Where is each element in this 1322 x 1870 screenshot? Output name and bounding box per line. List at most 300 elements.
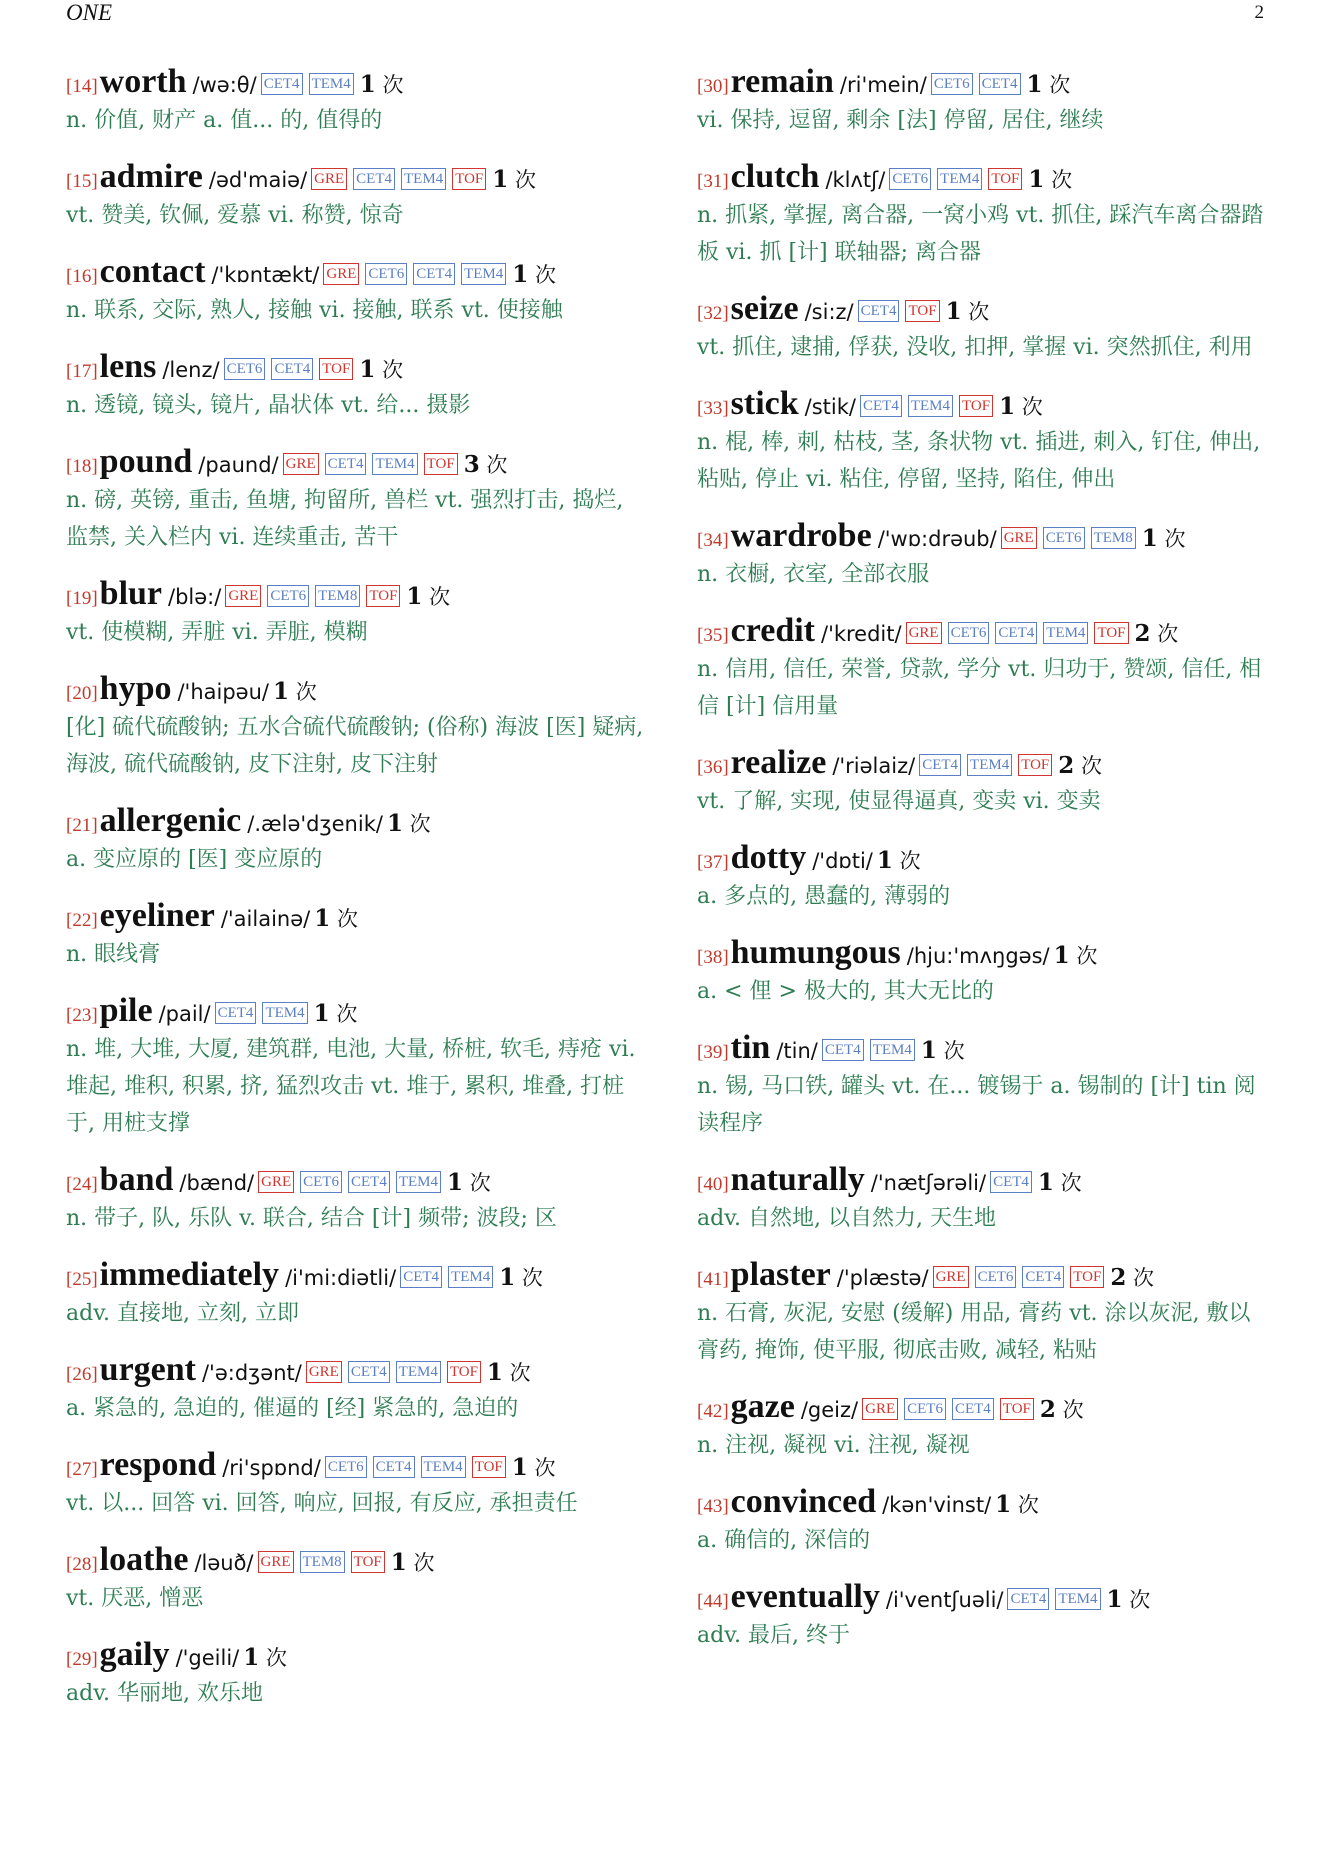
- exam-tag-cet4: CET4: [1022, 1266, 1064, 1288]
- entry-pile: [66, 991, 648, 1142]
- count-number: 1: [390, 1549, 407, 1576]
- occurrence-count: [359, 358, 403, 382]
- entry-number: [25]: [66, 1269, 98, 1290]
- count-unit: 次: [336, 1002, 358, 1026]
- pronunciation: /paund/: [198, 453, 279, 477]
- count-unit: 次: [968, 300, 990, 324]
- headword: eyeliner: [99, 897, 215, 934]
- occurrence-count: [1038, 1171, 1082, 1195]
- exam-tag-tem4: TEM4: [372, 453, 417, 475]
- entry-number: [41]: [697, 1269, 729, 1290]
- exam-tag-tem8: TEM8: [1091, 527, 1136, 549]
- exam-tag-cet4: CET4: [348, 1361, 390, 1383]
- entry-headline: [66, 1350, 648, 1390]
- exam-tag-tof: TOF: [905, 300, 939, 322]
- pronunciation: /'ailainə/: [220, 907, 311, 931]
- count-number: 1: [406, 583, 423, 610]
- entry-number: [26]: [66, 1364, 98, 1385]
- exam-tag-cet6: CET6: [948, 622, 990, 644]
- definition: n. 石膏, 灰泥, 安慰 (缓解) 用品, 膏药 vt. 涂以灰泥, 敷以膏药, 掩饰, 使平服, 彻底击败, 减轻, 粘贴: [697, 1301, 1251, 1363]
- count-number: 1: [876, 847, 893, 874]
- count-unit: 次: [1021, 395, 1043, 419]
- entry-number: [16]: [66, 266, 98, 287]
- exam-tag-cet6: CET6: [931, 73, 973, 95]
- entry-number: [33]: [697, 398, 729, 419]
- occurrence-count: [921, 1039, 965, 1063]
- count-number: 1: [359, 356, 376, 383]
- count-unit: 次: [1060, 1171, 1082, 1195]
- exam-tag-cet4: CET4: [822, 1039, 864, 1061]
- definition: n. 磅, 英镑, 重击, 鱼塘, 拘留所, 兽栏 vt. 强烈打击, 捣烂, 监禁, 关入栏内 vi. 连续重击, 苦干: [66, 488, 624, 550]
- exam-tag-tof: TOF: [1000, 1398, 1034, 1420]
- occurrence-count: [1054, 944, 1098, 968]
- exam-tag-tof: TOF: [1094, 622, 1128, 644]
- occurrence-count: [492, 168, 536, 192]
- exam-tag-tof: TOF: [424, 453, 458, 475]
- definition: adv. 自然地, 以自然力, 天生地: [697, 1206, 996, 1231]
- entry-hypo: [66, 669, 648, 783]
- exam-tag-tem4: TEM4: [401, 168, 446, 190]
- count-number: 1: [486, 1359, 503, 1386]
- count-unit: 次: [1129, 1588, 1151, 1612]
- entry-headline: [697, 1482, 1272, 1522]
- occurrence-count: [273, 680, 317, 704]
- exam-tag-gre: GRE: [323, 263, 359, 285]
- entry-number: [28]: [66, 1554, 98, 1575]
- entry-number: [23]: [66, 1005, 98, 1026]
- count-number: 1: [499, 1264, 516, 1291]
- pronunciation: /geiz/: [800, 1398, 859, 1422]
- definition: n. 透镜, 镜头, 镜片, 晶状体 vt. 给... 摄影: [66, 393, 471, 418]
- entry-headline: [697, 1387, 1272, 1427]
- exam-tag-cet4: CET4: [858, 300, 900, 322]
- count-unit: 次: [1076, 944, 1098, 968]
- entry-headline: [66, 1445, 648, 1485]
- definition: n. 衣橱, 衣室, 全部衣服: [697, 562, 930, 587]
- headword: worth: [99, 63, 187, 100]
- entry-number: [15]: [66, 171, 98, 192]
- entry-plaster: [697, 1255, 1272, 1369]
- exam-tag-tof: TOF: [1070, 1266, 1104, 1288]
- headword: convinced: [730, 1483, 877, 1520]
- entry-number: [44]: [697, 1591, 729, 1612]
- pronunciation: /.ælə'dʒenik/: [247, 812, 383, 836]
- count-unit: 次: [1164, 527, 1186, 551]
- entry-headline: [66, 1255, 648, 1295]
- pronunciation: /'kredit/: [821, 622, 902, 646]
- pronunciation: /'kɒntækt/: [211, 263, 320, 287]
- entry-headline: [66, 347, 648, 387]
- pronunciation: /ləuð/: [194, 1551, 254, 1575]
- definition: vt. 了解, 实现, 使显得逼真, 变卖 vi. 变卖: [697, 789, 1101, 814]
- exam-tag-cet6: CET6: [365, 263, 407, 285]
- definition: vt. 使模糊, 弄脏 vi. 弄脏, 模糊: [66, 620, 368, 645]
- entry-headline: [697, 1255, 1272, 1295]
- exam-tag-tof: TOF: [366, 585, 400, 607]
- pronunciation: /ri'spɒnd/: [222, 1456, 321, 1480]
- exam-tag-cet4: CET4: [348, 1171, 390, 1193]
- occurrence-count: [406, 585, 450, 609]
- entry-number: [37]: [697, 852, 729, 873]
- headword: eventually: [730, 1578, 880, 1615]
- occurrence-count: [1110, 1266, 1154, 1290]
- entry-headline: [66, 574, 648, 614]
- count-unit: 次: [514, 168, 536, 192]
- entry-number: [27]: [66, 1459, 98, 1480]
- headword: naturally: [730, 1161, 865, 1198]
- headword: remain: [730, 63, 834, 100]
- count-number: 1: [243, 1644, 260, 1671]
- entry-credit: [697, 611, 1272, 725]
- pronunciation: /i'ventʃuəli/: [885, 1588, 1004, 1612]
- occurrence-count: [499, 1266, 543, 1290]
- exam-tag-cet4: CET4: [919, 754, 961, 776]
- occurrence-count: [360, 73, 404, 97]
- occurrence-count: [512, 1456, 556, 1480]
- exam-tag-cet6: CET6: [267, 585, 309, 607]
- count-unit: 次: [382, 358, 404, 382]
- exam-tag-tof: TOF: [988, 168, 1022, 190]
- pronunciation: /stik/: [804, 395, 856, 419]
- chapter-title: ONE: [66, 0, 112, 25]
- exam-tag-tof: TOF: [319, 358, 353, 380]
- headword: respond: [99, 1446, 217, 1483]
- pronunciation: /əd'maiə/: [208, 168, 308, 192]
- definition: vt. 赞美, 钦佩, 爱慕 vi. 称赞, 惊奇: [66, 203, 404, 228]
- exam-tag-tem8: TEM8: [300, 1551, 345, 1573]
- entry-headline: [66, 1635, 648, 1675]
- headword: tin: [730, 1029, 771, 1066]
- occurrence-count: [1058, 754, 1102, 778]
- count-unit: 次: [336, 907, 358, 931]
- headword: realize: [730, 744, 827, 781]
- entry-respond: [66, 1445, 648, 1522]
- entry-worth: [66, 62, 648, 139]
- exam-tag-gre: GRE: [283, 453, 319, 475]
- entry-headline: [66, 1540, 648, 1580]
- definition: n. 锡, 马口铁, 罐头 vt. 在... 镀锡于 a. 锡制的 [计] tin 阅读程序: [697, 1074, 1256, 1136]
- count-number: 1: [1106, 1586, 1123, 1613]
- count-number: 1: [272, 678, 289, 705]
- entry-headline: [697, 743, 1272, 783]
- count-unit: 次: [1157, 622, 1179, 646]
- exam-tag-tof: TOF: [959, 395, 993, 417]
- exam-tag-cet4: CET4: [1007, 1588, 1049, 1610]
- count-number: 2: [1039, 1396, 1056, 1423]
- headword: credit: [730, 612, 815, 649]
- pronunciation: /'ə:dʒənt/: [201, 1361, 302, 1385]
- definition: a. 确信的, 深信的: [697, 1528, 871, 1553]
- exam-tag-cet4: CET4: [860, 395, 902, 417]
- entry-tin: [697, 1028, 1272, 1142]
- count-unit: 次: [295, 680, 317, 704]
- entry-headline: [66, 801, 648, 841]
- occurrence-count: [1040, 1398, 1084, 1422]
- entry-headline: [697, 289, 1272, 329]
- entry-loathe: [66, 1540, 648, 1617]
- exam-tag-cet4: CET4: [353, 168, 395, 190]
- definition: vt. 以... 回答 vi. 回答, 响应, 回报, 有反应, 承担责任: [66, 1491, 578, 1516]
- exam-tag-cet6: CET6: [975, 1266, 1017, 1288]
- entry-number: [40]: [697, 1174, 729, 1195]
- entry-number: [32]: [697, 303, 729, 324]
- occurrence-count: [387, 812, 431, 836]
- pronunciation: /'riəlaiz/: [832, 754, 916, 778]
- entry-number: [30]: [697, 76, 729, 97]
- headword: immediately: [99, 1256, 280, 1293]
- exam-tag-tof: TOF: [447, 1361, 481, 1383]
- entry-number: [17]: [66, 361, 98, 382]
- pronunciation: /'dɒti/: [812, 849, 873, 873]
- entry-headline: [697, 611, 1272, 651]
- entry-headline: [66, 1160, 648, 1200]
- occurrence-count: [1107, 1588, 1151, 1612]
- entry-headline: [697, 384, 1272, 424]
- definition: n. 联系, 交际, 熟人, 接触 vi. 接触, 联系 vt. 使接触: [66, 298, 563, 323]
- exam-tag-tem4: TEM4: [421, 1456, 466, 1478]
- count-unit: 次: [534, 1456, 556, 1480]
- entry-number: [20]: [66, 683, 98, 704]
- definition: a. 变应原的 [医] 变应原的: [66, 847, 323, 872]
- entry-number: [29]: [66, 1649, 98, 1670]
- count-number: 1: [1141, 525, 1158, 552]
- entry-gaily: [66, 1635, 648, 1712]
- headword: urgent: [99, 1351, 196, 1388]
- pronunciation: /wə:θ/: [192, 73, 257, 97]
- occurrence-count: [487, 1361, 531, 1385]
- count-unit: 次: [1062, 1398, 1084, 1422]
- definition: vt. 厌恶, 憎恶: [66, 1586, 204, 1611]
- exam-tag-cet6: CET6: [904, 1398, 946, 1420]
- pronunciation: /blə:/: [168, 585, 222, 609]
- exam-tag-cet6: CET6: [224, 358, 266, 380]
- entry-headline: [66, 442, 648, 482]
- occurrence-count: [946, 300, 990, 324]
- definition: n. 带子, 队, 乐队 v. 联合, 结合 [计] 频带; 波段; 区: [66, 1206, 557, 1231]
- count-number: 3: [463, 451, 480, 478]
- definition: n. 价值, 财产 a. 值... 的, 值得的: [66, 108, 383, 133]
- count-number: 1: [511, 1454, 528, 1481]
- exam-tag-gre: GRE: [906, 622, 942, 644]
- entry-headline: [66, 252, 648, 292]
- entry-naturally: [697, 1160, 1272, 1237]
- count-number: 1: [492, 166, 509, 193]
- exam-tag-tem4: TEM4: [1043, 622, 1088, 644]
- count-unit: 次: [469, 1171, 491, 1195]
- exam-tag-cet4: CET4: [373, 1456, 415, 1478]
- entry-number: [21]: [66, 815, 98, 836]
- entry-admire: [66, 157, 648, 234]
- exam-tag-tem4: TEM4: [967, 754, 1012, 776]
- definition: vi. 保持, 逗留, 剩余 [法] 停留, 居住, 继续: [697, 108, 1104, 133]
- count-number: 1: [1053, 942, 1070, 969]
- headword: loathe: [99, 1541, 189, 1578]
- count-unit: 次: [1051, 168, 1073, 192]
- pronunciation: /kən'vinst/: [882, 1493, 992, 1517]
- headword: admire: [99, 158, 203, 195]
- definition: adv. 直接地, 立刻, 立即: [66, 1301, 299, 1326]
- count-number: 1: [447, 1169, 464, 1196]
- exam-tag-cet4: CET4: [325, 453, 367, 475]
- headword: plaster: [730, 1256, 831, 1293]
- exam-tag-cet4: CET4: [979, 73, 1021, 95]
- count-number: 1: [1026, 71, 1043, 98]
- pronunciation: /'wɒ:drəub/: [877, 527, 997, 551]
- definition: [化] 硫代硫酸钠; 五水合硫代硫酸钠; (俗称) 海波 [医] 疑病, 海波, 硫代硫酸钠, 皮下注射, 皮下注射: [66, 715, 644, 777]
- entry-number: [39]: [697, 1042, 729, 1063]
- definition: a. 紧急的, 急迫的, 催逼的 [经] 紧急的, 急迫的: [66, 1396, 519, 1421]
- entry-number: [18]: [66, 456, 98, 477]
- occurrence-count: [1142, 527, 1186, 551]
- entry-realize: [697, 743, 1272, 820]
- entry-number: [22]: [66, 910, 98, 931]
- count-number: 1: [386, 810, 403, 837]
- count-unit: 次: [1133, 1266, 1155, 1290]
- exam-tag-gre: GRE: [306, 1361, 342, 1383]
- exam-tag-cet4: CET4: [990, 1171, 1032, 1193]
- count-number: 1: [1028, 166, 1045, 193]
- pronunciation: /ri'mein/: [839, 73, 927, 97]
- entry-headline: [697, 62, 1272, 102]
- exam-tag-gre: GRE: [933, 1266, 969, 1288]
- definition: a. < 俚 > 极大的, 其大无比的: [697, 979, 994, 1004]
- count-number: 1: [999, 393, 1016, 420]
- entry-contact: [66, 252, 648, 329]
- pronunciation: /bænd/: [179, 1171, 255, 1195]
- count-unit: 次: [409, 812, 431, 836]
- exam-tag-cet4: CET4: [995, 622, 1037, 644]
- exam-tag-tem4: TEM4: [870, 1039, 915, 1061]
- headword: hypo: [99, 670, 172, 707]
- count-unit: 次: [899, 849, 921, 873]
- entry-number: [38]: [697, 947, 729, 968]
- exam-tag-tem4: TEM4: [908, 395, 953, 417]
- pronunciation: /hju:'mʌŋgəs/: [906, 944, 1050, 968]
- exam-tag-gre: GRE: [225, 585, 261, 607]
- headword: pile: [99, 992, 153, 1029]
- pronunciation: /'haipəu/: [177, 680, 269, 704]
- exam-tag-tof: TOF: [1018, 754, 1052, 776]
- headword: gaze: [730, 1388, 795, 1425]
- entry-humungous: [697, 933, 1272, 1010]
- exam-tag-tem4: TEM4: [1055, 1588, 1100, 1610]
- headword: lens: [99, 348, 157, 385]
- entry-headline: [66, 669, 648, 709]
- entry-eyeliner: [66, 896, 648, 973]
- count-unit: 次: [1080, 754, 1102, 778]
- headword: dotty: [730, 839, 807, 876]
- entry-headline: [697, 1028, 1272, 1068]
- entry-immediately: [66, 1255, 648, 1332]
- entry-lens: [66, 347, 648, 424]
- occurrence-count: [314, 1002, 358, 1026]
- definition: n. 信用, 信任, 荣誉, 贷款, 学分 vt. 归功于, 赞颂, 信任, 相信 [计] 信用量: [697, 657, 1262, 719]
- headword: gaily: [99, 1636, 170, 1673]
- occurrence-count: [391, 1551, 435, 1575]
- entry-convinced: [697, 1482, 1272, 1559]
- entry-number: [31]: [697, 171, 729, 192]
- definition: n. 棍, 棒, 刺, 枯枝, 茎, 条状物 vt. 插进, 刺入, 钉住, 伸出, 粘贴, 停止 vi. 粘住, 停留, 坚持, 陷住, 伸出: [697, 430, 1261, 492]
- entry-blur: [66, 574, 648, 651]
- count-unit: 次: [486, 453, 508, 477]
- exam-tag-cet4: CET4: [261, 73, 303, 95]
- count-unit: 次: [521, 1266, 543, 1290]
- count-number: 1: [314, 905, 331, 932]
- occurrence-count: [512, 263, 556, 287]
- count-number: 1: [313, 1000, 330, 1027]
- definition: a. 多点的, 愚蠢的, 薄弱的: [697, 884, 951, 909]
- count-unit: 次: [943, 1039, 965, 1063]
- exam-tag-cet4: CET4: [271, 358, 313, 380]
- exam-tag-tem4: TEM4: [461, 263, 506, 285]
- occurrence-count: [447, 1171, 491, 1195]
- entry-number: [43]: [697, 1496, 729, 1517]
- entry-headline: [697, 1160, 1272, 1200]
- entry-headline: [66, 991, 648, 1031]
- entry-number: [19]: [66, 588, 98, 609]
- headword: pound: [99, 443, 193, 480]
- exam-tag-gre: GRE: [258, 1551, 294, 1573]
- exam-tag-cet4: CET4: [413, 263, 455, 285]
- occurrence-count: [999, 395, 1043, 419]
- exam-tag-tem8: TEM8: [315, 585, 360, 607]
- entry-number: [36]: [697, 757, 729, 778]
- entry-remain: [697, 62, 1272, 139]
- definition: n. 眼线膏: [66, 942, 161, 967]
- exam-tag-cet4: CET4: [952, 1398, 994, 1420]
- headword: band: [99, 1161, 174, 1198]
- definition: adv. 最后, 终于: [697, 1623, 850, 1648]
- occurrence-count: [1135, 622, 1179, 646]
- exam-tag-cet6: CET6: [889, 168, 931, 190]
- pronunciation: /'geili/: [175, 1646, 240, 1670]
- entry-dotty: [697, 838, 1272, 915]
- pronunciation: /tin/: [776, 1039, 818, 1063]
- headword: blur: [99, 575, 163, 612]
- count-number: 2: [1058, 752, 1075, 779]
- pronunciation: /pail/: [158, 1002, 211, 1026]
- exam-tag-gre: GRE: [258, 1171, 294, 1193]
- headword: wardrobe: [730, 517, 872, 554]
- entry-headline: [697, 516, 1272, 556]
- exam-tag-cet4: CET4: [400, 1266, 442, 1288]
- entry-clutch: [697, 157, 1272, 271]
- occurrence-count: [1027, 73, 1071, 97]
- occurrence-count: [464, 453, 508, 477]
- count-number: 1: [359, 71, 376, 98]
- entry-number: [24]: [66, 1174, 98, 1195]
- exam-tag-tem4: TEM4: [937, 168, 982, 190]
- exam-tag-cet4: CET4: [215, 1002, 257, 1024]
- entry-wardrobe: [697, 516, 1272, 593]
- exam-tag-cet6: CET6: [325, 1456, 367, 1478]
- entry-number: [34]: [697, 530, 729, 551]
- definition: vt. 抓住, 逮捕, 俘获, 没收, 扣押, 掌握 vi. 突然抓住, 利用: [697, 335, 1253, 360]
- exam-tag-tem4: TEM4: [396, 1361, 441, 1383]
- headword: allergenic: [99, 802, 242, 839]
- occurrence-count: [995, 1493, 1039, 1517]
- definition: adv. 华丽地, 欢乐地: [66, 1681, 263, 1706]
- occurrence-count: [877, 849, 921, 873]
- entry-gaze: [697, 1387, 1272, 1464]
- count-number: 1: [920, 1037, 937, 1064]
- occurrence-count: [243, 1646, 287, 1670]
- entry-headline: [697, 157, 1272, 197]
- page-number: 2: [1254, 2, 1264, 23]
- exam-tag-cet6: CET6: [300, 1171, 342, 1193]
- entry-headline: [66, 157, 648, 197]
- pronunciation: /'plæstə/: [836, 1266, 929, 1290]
